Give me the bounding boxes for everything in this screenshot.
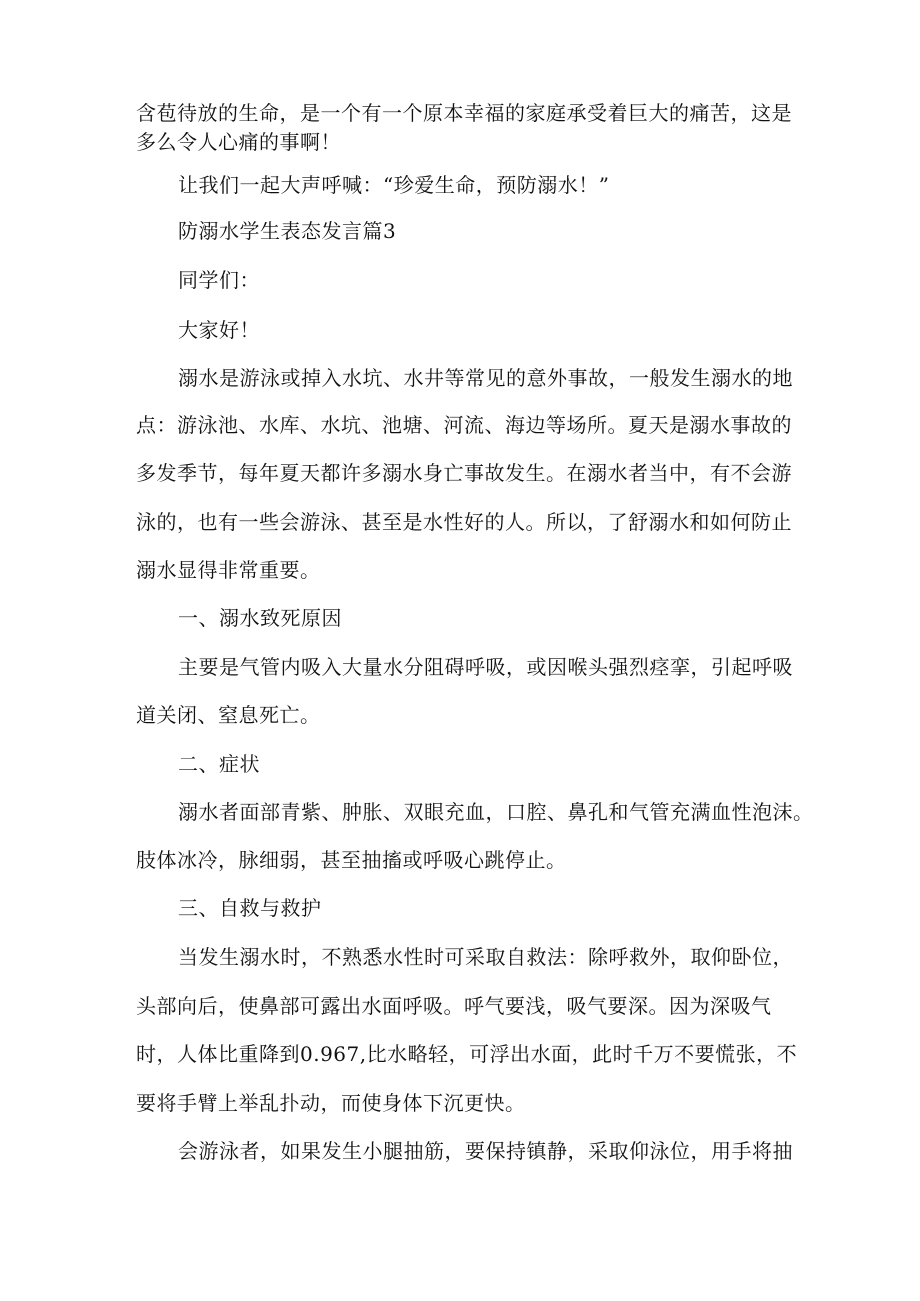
- greeting: 大家好！: [178, 318, 260, 342]
- paragraph-line: 会游泳者，如果发生小腿抽筋，要保持镇静，采取仰泳位，用手将抽: [178, 1139, 793, 1163]
- paragraph-line: 头部向后，使鼻部可露出水面呼吸。呼气要浅，吸气要深。因为深吸气: [136, 994, 772, 1018]
- paragraph-line: 当发生溺水时，不熟悉水性时可采取自救法：除呼救外，取仰卧位，: [178, 945, 793, 969]
- paragraph-line: 溺水是游泳或掉入水坑、水井等常见的意外事故，一般发生溺水的地: [178, 366, 793, 390]
- paragraph-line: 要将手臂上举乱扑动，而使身体下沉更快。: [136, 1091, 526, 1115]
- salutation: 同学们：: [178, 268, 260, 292]
- section-heading: 一、溺水致死原因: [178, 606, 342, 630]
- paragraph-line: 泳的，也有一些会游泳、甚至是水性好的人。所以，了舒溺水和如何防止: [136, 510, 792, 534]
- paragraph-line: 溺水显得非常重要。: [136, 558, 321, 582]
- paragraph-line: 含苞待放的生命，是一个有一个原本幸福的家庭承受着巨大的痛苦，这是: [136, 101, 792, 125]
- paragraph-line: 多么令人心痛的事啊！: [136, 130, 341, 154]
- paragraph-line: 主要是气管内吸入大量水分阻碍呼吸，或因喉头强烈痉挛，引起呼吸: [178, 655, 793, 679]
- paragraph-line: 让我们一起大声呼喊：“珍爱生命，预防溺水！”: [178, 173, 610, 197]
- section-heading: 二、症状: [178, 752, 260, 776]
- paragraph-line: 时，人体比重降到0.967,比水略轻，可浮出水面，此时千万不要慌张，不: [136, 1042, 798, 1066]
- paragraph-line: 多发季节，每年夏天都许多溺水身亡事故发生。在溺水者当中，有不会游: [136, 461, 792, 485]
- paragraph-line: 道关闭、窒息死亡。: [136, 703, 321, 727]
- section-title: 防溺水学生表态发言篇3: [178, 219, 397, 243]
- paragraph-line: 点：游泳池、水库、水坑、池塘、河流、海边等场所。夏天是溺水事故的: [136, 413, 792, 437]
- paragraph-line: 溺水者面部青紫、肿胀、双眼充血，口腔、鼻孔和气管充满血性泡沫。: [178, 800, 814, 824]
- paragraph-line: 肢体冰冷，脉细弱，甚至抽搐或呼吸心跳停止。: [136, 848, 567, 872]
- section-heading: 三、自救与救护: [178, 896, 322, 920]
